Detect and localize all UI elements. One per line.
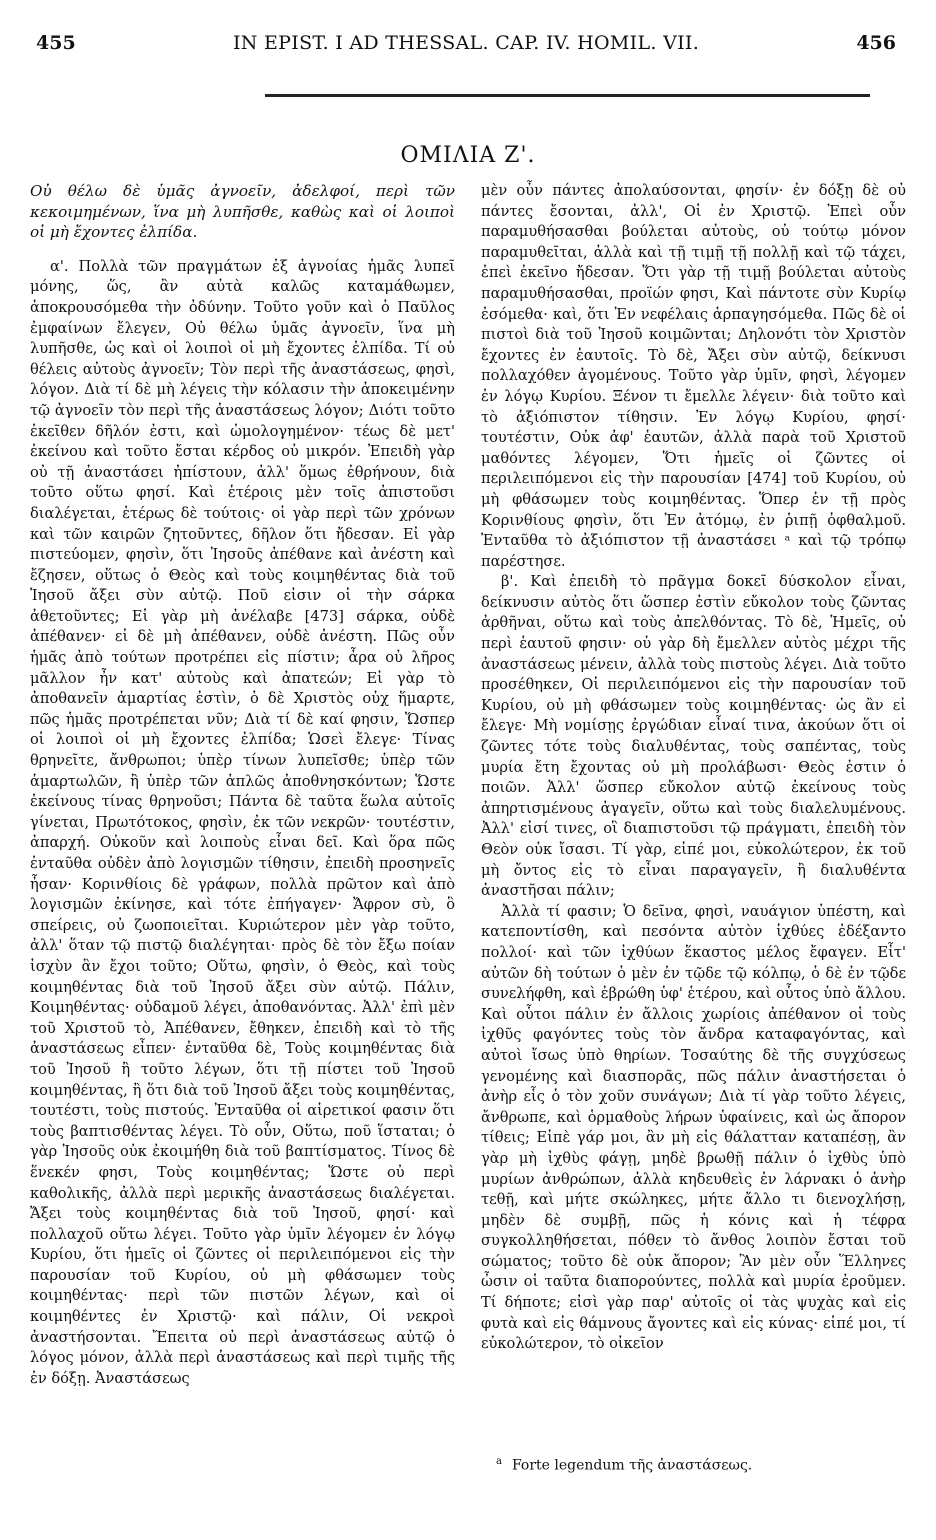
page-number-left: 455 — [36, 32, 76, 54]
footnote-marker: a — [496, 1456, 502, 1467]
footnote-text: Forte legendum τῆς ἀναστάσεως. — [511, 1457, 753, 1474]
paragraph: β'. Καὶ ἐπειδὴ τὸ πρᾶγμα δοκεῖ δύσκολον εἶναι, δείκνυσιν αὐτὸς ὅτι ὥσπερ ἐστὶν εὔκολον τοὺς ζῶντας ἀρθῆναι, οὕτω καὶ τοὺς ἀπελθόντας. Τὸ δὲ, Ἡμεῖς, οὐ περὶ ἑαυτοῦ φησιν· οὐ γὰρ δὴ ἔμελλεν αὐτὸς μέχρι τῆς ἀναστάσεως μένειν, ἀλλὰ τοὺς πιστοὺς λέγει. Διὰ τοῦτο προσέθηκεν, Οἱ περιλειπόμενοι εἰς τὴν παρουσίαν τοῦ Κυρίου, οὐ μὴ φθάσωμεν τοὺς κοιμηθέντας· ὡς ἂν εἰ ἔλεγε· Μὴ νομίσῃς ἐργώδιαν εἶναί τινα, ἀκούων ὅτι οἱ ζῶντες τότε τοὺς διαλυθέντας, τοὺς σαπέντας, τοὺς μυρία ἔτη ἔχοντας οὐ μὴ προλάβωσι· Θεὸς ἐστιν ὁ ποιῶν. Ἀλλ' ὥσπερ εὔκολον αὐτῷ ἐκείνους τοὺς ἀπηρτισμένους ἀγαγεῖν, οὕτω καὶ τοὺς διαλελυμένους. Ἀλλ' εἰσί τινες, οἳ διαπιστοῦσι τῷ πράγματι, ἐπειδὴ τὸν Θεὸν οὐκ ἴσασι. Τί γὰρ, εἰπέ μοι, εὐκολώτερον, ἐκ τοῦ μὴ ὄντος εἰς τὸ εἶναι παραγαγεῖν, ἢ διαλυθέντα ἀναστῆσαι πάλιν; — [481, 573, 906, 900]
scripture-lemma: Οὐ θέλω δὲ ὑμᾶς ἀγνοεῖν, ἀδελφοί, περὶ τῶν κεκοιμημένων, ἵνα μὴ λυπῆσθε, καθὼς καὶ οἱ λοιποὶ οἱ μὴ ἔχοντες ἐλπίδα. — [30, 182, 455, 242]
homily-title: ΟΜΙΛΙΑ Ζ'. — [400, 143, 536, 168]
footnote — [496, 1452, 896, 1476]
paragraph: α'. Πολλὰ τῶν πραγμάτων ἐξ ἀγνοίας ἡμᾶς λυπεῖ μόνης, ὥς, ἂν αὐτὰ καλῶς καταμάθωμεν, ἀποκρουσόμεθα τὴν ὀδύνην. Τοῦτο γοῦν καὶ ὁ Παῦλος ἐμφαίνων ἔλεγεν, Οὐ θέλω ὑμᾶς ἀγνοεῖν, ἵνα μὴ λυπῆσθε, ὡς καὶ οἱ λοιποὶ οἱ μὴ ἔχοντες ἐλπίδα. Τί οὐ θέλεις αὐτοὺς ἀγνοεῖν; Τὸν περὶ τῆς ἀναστάσεως, φησὶ, λόγον. Διὰ τί δὲ μὴ λέγεις τὴν κόλασιν τὴν ἀποκειμένην τῷ ἀγνοεῖν τὸν περὶ τῆς ἀναστάσεως λόγον; Διότι τοῦτο ἐκεῖθεν δῆλόν ἐστι, καὶ ὡμολογημένον· τέως δὲ μετ' ἐκείνου καὶ τοῦτο ἔσται κέρδος οὐ μικρόν. Ἐπειδὴ γὰρ οὐ τῇ ἀναστάσει ἠπίστουν, ἀλλ' ὅμως ἐθρήνουν, διὰ τοῦτο οὕτω φησί. Καὶ ἑτέροις μὲν τοῖς ἀπιστοῦσι διαλέγεται, ἑτέρως δὲ τούτοις· οἱ γὰρ περὶ τῶν χρόνων καὶ τῶν καιρῶν ζητοῦντες, δῆλον ὅτι ἤδεσαν. Εἰ γὰρ πιστεύομεν, φησὶν, ὅτι Ἰησοῦς ἀπέθανε καὶ ἀνέστη καὶ ἔζησεν, οὕτως ὁ Θεὸς καὶ τοὺς κοιμηθέντας διὰ τοῦ Ἰησοῦ ἄξει σὺν αὐτῷ. Ποῦ εἰσιν οἱ τὴν σάρκα ἀθετοῦντες; Εἰ γὰρ μὴ ἀνέλαβε [473] σάρκα, οὐδὲ ἀπέθανεν· εἰ δὲ μὴ ἀπέθανεν, οὐδὲ ἀνέστη. Πῶς οὖν ἡμᾶς ἀπὸ τούτων προτρέπει εἰς πίστιν; ἆρα οὐ λῆρος μᾶλλον ἦν κατ' αὐτοὺς καὶ ἀπατεών; Εἰ γὰρ τὸ ἀποθανεῖν ἁμαρτίας ἐστὶν, ὁ δὲ Χριστὸς οὐχ ἥμαρτε, πῶς ἡμᾶς προτρέπεται νῦν; Διὰ τί δὲ καί φησιν, Ὥσπερ οἱ λοιποὶ οἱ μὴ ἔχοντες ἐλπίδα; Ὡσεὶ ἔλεγε· Τίνας θρηνεῖτε, ἄνθρωποι; ὑπὲρ τίνων λυπεῖσθε; ὑπὲρ τῶν ἁμαρτωλῶν, ἢ ὑπὲρ τῶν ἁπλῶς ἀποθνησκόντων; Ὥστε ἐκείνους τίνας θρηνοῦσι; Πάντα δὲ ταῦτα ἕωλα αὐτοῖς γίνεται, Πρωτότοκος, φησὶν, ἐκ τῶν νεκρῶν· τουτέστιν, ἀπαρχή. Οὐκοῦν καὶ λοιποὺς εἶναι δεῖ. Καὶ ὅρα πῶς ἐνταῦθα οὐδὲν ἀπὸ λογισμῶν τίθησιν, ἐπειδὴ προσηνεῖς ἦσαν· Κορινθίοις δὲ γράφων, πολλὰ πρῶτον καὶ ἀπὸ λογισμῶν ἐκίνησε, καὶ τότε ἐπήγαγεν· Ἄφρον σὺ, ὃ σπείρεις, οὐ ζωοποιεῖται. Κυριώτερον μὲν γὰρ τοῦτο, ἀλλ' ὅταν τῷ πιστῷ διαλέγηται· πρὸς δὲ τὸν ἔξω ποίαν ἰσχὺν ἂν ἔχοι τοῦτο; Οὕτω, φησὶν, ὁ Θεὸς, καὶ τοὺς κοιμηθέντας διὰ τοῦ Ἰησοῦ ἄξει σὺν αὐτῷ. Πάλιν, Κοιμηθέντας· οὐδαμοῦ λέγει, ἀποθανόντας. Ἀλλ' ἐπὶ μὲν τοῦ Χριστοῦ τὸ, Ἀπέθανεν, ἔθηκεν, ἐπειδὴ καὶ τὸ τῆς ἀναστάσεως εἶπεν· ἐνταῦθα δὲ, Τοὺς κοιμηθέντας διὰ τοῦ Ἰησοῦ ἢ τοῦτο λέγων, ὅτι τῇ πίστει τοῦ Ἰησοῦ κοιμηθέντας, ἢ ὅτι διὰ τοῦ Ἰησοῦ ἄξει τοὺς κοιμηθέντας, τουτέστι, τοὺς πιστούς. Ἐνταῦθα οἱ αἱρετικοί φασιν ὅτι τοὺς βαπτισθέντας λέγει. Τὸ οὖν, Οὕτω, ποῦ ἵσταται; ὁ γὰρ Ἰησοῦς οὐκ ἐκοιμήθη διὰ τοῦ βαπτίσματος. Τίνος δὲ ἕνεκέν φησι, Τοὺς κοιμηθέντας; Ὥστε οὐ περὶ καθολικῆς, ἀλλὰ περὶ μερικῆς ἀναστάσεως διαλέγεται. Ἄξει τοὺς κοιμηθέντας διὰ τοῦ Ἰησοῦ, φησί· καὶ πολλαχοῦ οὕτω λέγει. Τοῦτο γὰρ ὑμῖν λέγομεν ἐν λόγῳ Κυρίου, ὅτι ἡμεῖς οἱ ζῶντες οἱ περιλειπόμενοι εἰς τὴν παρουσίαν τοῦ Κυρίου, οὐ μὴ φθάσωμεν τοὺς κοιμηθέντας· περὶ τῶν πιστῶν λέγων, καὶ οἱ κοιμηθέντες ἐν Χριστῷ· καὶ πάλιν, Οἱ νεκροὶ ἀναστήσονται. Ἔπειτα οὐ περὶ ἀναστάσεως αὐτῷ ὁ λόγος μόνον, ἀλλὰ περὶ ἀναστάσεως καὶ περὶ τιμῆς τῆς ἐν δόξῃ. Ἀναστάσεως — [30, 257, 455, 1387]
right-column — [481, 181, 906, 1355]
left-column — [30, 181, 455, 1389]
running-title: IN EPIST. I AD THESSAL. CAP. IV. HOMIL. VII. — [232, 32, 700, 54]
page-number-right: 456 — [856, 32, 896, 54]
paragraph: Ἀλλὰ τί φασιν; Ὁ δεῖνα, φησὶ, ναυάγιον ὑπέστη, καὶ κατεποντίσθη, καὶ πεσόντα αὐτὸν ἰχθύες ἐδέξαντο πολλοί· καὶ τῶν ἰχθύων ἕκαστος μέλος ἔφαγεν. Εἶτ' αὐτῶν δὴ τούτων ὁ μὲν ἐν τῷδε τῷ κόλπῳ, ὁ δὲ ἐν τῷδε συνελήφθη, καὶ ἐβρώθη ὑφ' ἑτέρου, καὶ οὗτος ὑπὸ ἄλλου. Καὶ οὗτοι πάλιν ἐν ἄλλοις χωρίοις ἀπέθανον οἱ τοὺς ἰχθῦς φαγόντες τοὺς τὸν ἄνδρα καταφαγόντας, καὶ αὐτοὶ ἴσως ὑπὸ θηρίων. Τοσαύτης δὲ τῆς συγχύσεως γενομένης καὶ διασπορᾶς, πῶς πάλιν ἀναστήσεται ὁ ἀνὴρ εἷς ὁ τὸν χοῦν συνάγων; Διὰ τί γὰρ τοῦτο λέγεις, ἄνθρωπε, καὶ ὁρμαθοὺς λήρων ὑφαίνεις, καὶ ὡς ἄπορον τίθεις; Εἰπὲ γάρ μοι, ἂν μὴ εἰς θάλατταν καταπέσῃ, ἂν γὰρ μὴ ἰχθὺς φάγῃ, μηδὲ βρωθῇ πάλιν ὁ ἰχθὺς ὑπὸ μυρίων ἀνθρώπων, ἀλλὰ κηδευθεὶς ἐν λάρνακι ὁ ἀνὴρ τεθῇ, καὶ μήτε σκώληκες, μήτε ἄλλο τι διενοχλήσῃ, μηδὲν δὲ συμβῇ, πῶς ἡ κόνις καὶ ἡ τέφρα συγκολληθήσεται, πόθεν τὸ ἄνθος λοιπὸν ἔσται τοῦ σώματος; τοῦτο δὲ οὐκ ἄπορον; Ἂν μὲν οὖν Ἕλληνες ὦσιν οἱ ταῦτα διαπορούντες, πολλὰ καὶ μυρία ἐροῦμεν. Τί δήποτε; εἰσὶ γὰρ παρ' αὐτοῖς οἱ τὰς ψυχὰς καὶ εἰς φυτὰ καὶ εἰς θάμνους ἄγοντες καὶ εἰς κύνας· εἰπέ μοι, τί εὐκολώτερον, τὸ οἰκεῖον — [481, 902, 906, 1353]
paragraph: μὲν οὖν πάντες ἀπολαύσονται, φησίν· ἐν δόξῃ δὲ οὐ πάντες ἔσονται, ἀλλ', Οἱ ἐν Χριστῷ. Ἐπεὶ οὖν παραμυθήσασθαι βούλεται αὐτοὺς, οὐ τούτῳ μόνον παραμυθεῖται, ἀλλὰ καὶ τῇ τιμῇ τῇ πολλῇ καὶ τῷ τάχει, ἐπεὶ ἐκεῖνο ἤδεσαν. Ὅτι γὰρ τῇ τιμῇ βούλεται αὐτοὺς παραμυθήσασθαι, προϊών φησι, Καὶ πάντοτε σὺν Κυρίῳ ἐσόμεθα· καὶ, ὅτι Ἐν νεφέλαις ἁρπαγησόμεθα. Πῶς δὲ οἱ πιστοὶ διὰ τοῦ Ἰησοῦ κοιμῶνται; Δηλονότι τὸν Χριστὸν ἔχοντες ἐν ἑαυτοῖς. Τὸ δὲ, Ἄξει σὺν αὐτῷ, δείκνυσι πολλαχόθεν ἀγομένους. Τοῦτο γὰρ ὑμῖν, φησὶ, λέγομεν ἐν λόγῳ Κυρίου. Ξένον τι ἔμελλε λέγειν· διὰ τοῦτο καὶ τὸ ἀξιόπιστον τίθησιν. Ἐν λόγῳ Κυρίου, φησί· τουτέστιν, Οὐκ ἀφ' ἑαυτῶν, ἀλλὰ παρὰ τοῦ Χριστοῦ μαθόντες λέγομεν, Ὅτι ἡμεῖς οἱ ζῶντες οἱ περιλειπόμενοι εἰς τὴν παρουσίαν [474] τοῦ Κυρίου, οὐ μὴ φθάσωμεν τοὺς κοιμηθέντας. Ὅπερ ἐν τῇ πρὸς Κορινθίους φησὶν, ὅτι Ἐν ἀτόμῳ, ἐν ῥιπῇ ὀφθαλμοῦ. Ἐνταῦθα τὸ ἀξιόπιστον τῇ ἀναστάσει ᵃ καὶ τῷ τρόπῳ παρέστησε. — [481, 182, 906, 570]
header-rule — [265, 94, 870, 97]
running-header — [36, 32, 896, 58]
